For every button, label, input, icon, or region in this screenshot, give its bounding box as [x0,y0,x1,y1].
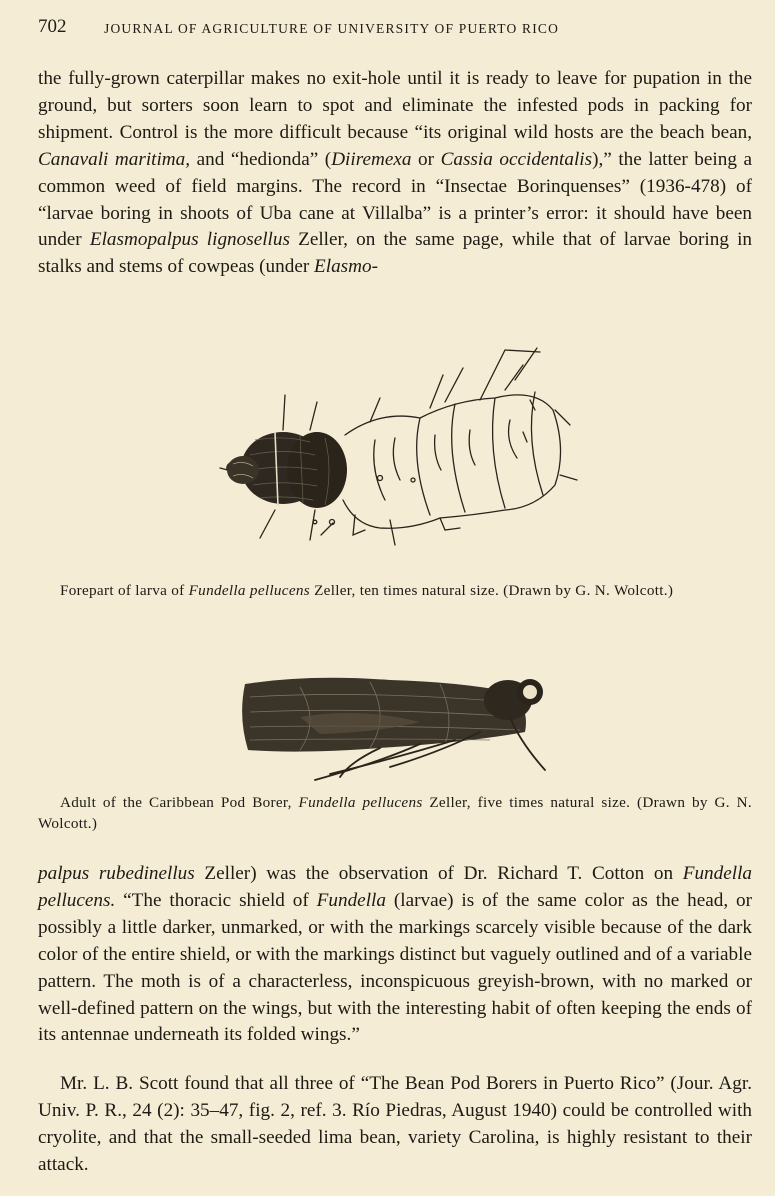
page-number: 702 [38,16,67,37]
figure-1-caption: Forepart of larva of Fundella pellucens Zeller, ten times natural size. (Drawn by G. N. Wolcott.) [60,582,674,599]
body-paragraph-1: the fully-grown caterpillar makes no exit-hole until it is ready to leave for pupation in the ground, but sorters soon learn to spot and eliminate the infested pods in packing for shipment. Control is the more difficult because “its original wild hosts are the beach bean, Canavali maritima, and “hedionda” (Diiremexa or Cassia occidentalis),” the latter being a common weed of field margins. The record in “Insectae Borinquenses” (1936-478) of “larvae boring in shoots of Uba cane at Villalba” is a printer’s error: it should have been under Elasmopalpus lignosellus Zeller, on the same page, while that of larvae boring in stalks and stems of cowpeas (under Elasmo- [38,68,753,278]
moth-illustration [240,662,560,787]
running-title: JOURNAL OF AGRICULTURE OF UNIVERSITY OF PUERTO RICO [104,21,560,36]
figure-2-caption: Adult of the Caribbean Pod Borer, Fundella pellucens Zeller, five times natural size. (Drawn by G. N. Wolcott.) [38,794,752,832]
body-paragraph-3: Mr. L. B. Scott found that all three of “The Bean Pod Borers in Puerto Rico” (Jour. Agr. Univ. P. R., 24 (2): 35–47, fig. 2, ref. 3. Río Piedras, August 1940) could be controlled with cryolite, and that the small-seeded lima bean, variety Carolina, is highly resistant to their attack. [38,1073,752,1175]
page-header [38,14,738,44]
body-paragraph-2: palpus rubedinellus Zeller) was the observation of Dr. Richard T. Cotton on Fundella pellucens. “The thoracic shield of Fundella (larvae) is of the same color as the head, or possibly a little darker, unmarked, or with the markings scarcely visible because of the dark color of the entire shield, or with the markings distinct but vaguely outlined and of a variable pattern. The moth is of a characterless, inconspicuous greyish-brown, with no marked or well-defined pattern on the wings, but with the interesting habit of often keeping the ends of its antennae underneath its folded wings.” [38,863,752,1046]
larva-illustration [205,340,585,565]
